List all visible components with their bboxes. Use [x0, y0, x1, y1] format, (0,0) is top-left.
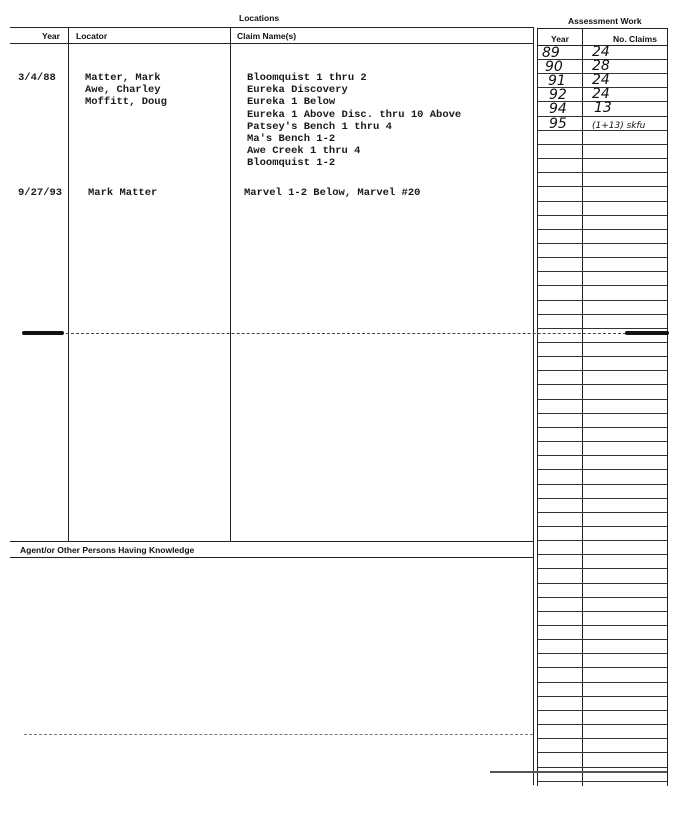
column-header-locator: Locator: [76, 31, 108, 41]
assessment-rule-line: [537, 540, 667, 541]
assessment-rule-line: [537, 639, 667, 640]
locator-name: Moffitt, Doug: [85, 96, 167, 109]
assessment-rule-line: [537, 583, 667, 584]
assessment-year: 90: [545, 59, 563, 75]
locator-name: Awe, Charley: [85, 84, 161, 97]
assessment-rule-line: [537, 568, 667, 569]
assessment-year: 92: [549, 87, 567, 103]
assessment-rule-line: [537, 653, 667, 654]
assessment-claims: 28: [592, 58, 610, 74]
record-claims: [247, 72, 461, 170]
record-locators: [85, 72, 167, 109]
assessment-rule-line: [537, 399, 667, 400]
record-date: 3/4/88: [18, 72, 56, 84]
claim-name: Bloomquist 1-2: [247, 157, 336, 170]
assessment-rule-line: [537, 328, 667, 329]
assessment-claims: 24: [592, 72, 610, 88]
top-rule: [10, 27, 533, 28]
assessment-rule-line: [537, 370, 667, 371]
assessment-rule-line: [537, 667, 667, 668]
assessment-rule-line: [537, 611, 667, 612]
assessment-rule-line: [537, 243, 667, 244]
assessment-rule-line: [537, 201, 667, 202]
assessment-rule-line: [537, 342, 667, 343]
assessment-work-title: Assessment Work: [568, 16, 642, 26]
claim-name: Eureka 1 Above Disc. thru 10 Above: [247, 108, 462, 121]
assessment-rule-line: [537, 215, 667, 216]
agent-section-bottom-rule: [10, 557, 533, 558]
bottom-scan-line-2: [490, 771, 667, 773]
assessment-claims: 13: [594, 100, 612, 116]
claim-name: Marvel 1-2 Below, Marvel #20: [244, 187, 421, 199]
dashed-midline: [66, 333, 626, 334]
assessment-rule-line: [537, 710, 667, 711]
assessment-rule-line: [537, 314, 667, 315]
claim-name: Patsey's Bench 1 thru 4: [247, 120, 392, 133]
assessment-rule-line: [537, 427, 667, 428]
locator-column-divider: [230, 27, 231, 541]
assessment-claims: 24: [592, 44, 610, 60]
assessment-rule-line: [537, 257, 667, 258]
locations-title: Locations: [239, 13, 280, 23]
assessment-rule-line: [537, 469, 667, 470]
assessment-rule-line: [537, 696, 667, 697]
assessment-rule-line: [537, 455, 667, 456]
assessment-rule-line: [537, 356, 667, 357]
assessment-rule-line: [537, 526, 667, 527]
claim-name: Eureka 1 Below: [247, 96, 336, 109]
assessment-rule-line: [537, 781, 667, 782]
assessment-rule-line: [537, 285, 667, 286]
column-header-claim-names: Claim Name(s): [237, 31, 297, 41]
assessment-year: 89: [542, 45, 560, 61]
assessment-rule-line: [537, 724, 667, 725]
assessment-rule-line: [537, 384, 667, 385]
header-rule: [10, 43, 533, 44]
locations-right-border: [533, 27, 534, 785]
top-rule-right: [537, 28, 667, 29]
column-header-number-of-claims: No. Claims: [613, 34, 657, 44]
assessment-claims: (1+13) skfu: [592, 121, 646, 131]
claim-name: Eureka Discovery: [247, 84, 348, 97]
assessment-rule-line: [537, 441, 667, 442]
claim-name: Awe Creek 1 thru 4: [247, 145, 361, 158]
assessment-rule-line: [537, 738, 667, 739]
assessment-rule-line: [537, 186, 667, 187]
claim-name: Bloomquist 1 thru 2: [247, 72, 367, 84]
assessment-rule-line: [537, 498, 667, 499]
assessment-rule-line: [537, 144, 667, 145]
assessment-rule-line: [537, 752, 667, 753]
assessment-rule-line: [537, 484, 667, 485]
marker-stroke-right: [625, 331, 669, 335]
agent-section-top-rule: [10, 541, 533, 542]
claim-name: Ma's Bench 1-2: [247, 133, 336, 146]
assessment-left-border: [537, 28, 538, 786]
assessment-year: 95: [549, 116, 567, 132]
column-header-year: Year: [42, 31, 60, 41]
record-date: 9/27/93: [18, 187, 63, 199]
assessment-rule-line: [537, 554, 667, 555]
locator-name: Matter, Mark: [85, 72, 161, 84]
assessment-right-border: [667, 28, 668, 786]
assessment-rule-line: [537, 413, 667, 414]
marker-stroke-left: [22, 331, 64, 335]
assessment-rule-line: [537, 767, 667, 768]
assessment-rule-line: [537, 229, 667, 230]
assessment-rule-line: [537, 158, 667, 159]
year-column-divider: [68, 27, 69, 541]
assessment-rule-line: [537, 271, 667, 272]
assessment-rule-line: [537, 625, 667, 626]
assessment-rule-line: [537, 172, 667, 173]
assessment-year: 94: [549, 101, 567, 117]
assessment-rule-line: [537, 512, 667, 513]
locator-name: Mark Matter: [88, 187, 158, 199]
assessment-column-divider: [582, 28, 583, 786]
column-header-assessment-year: Year: [551, 34, 569, 44]
assessment-rule-line: [537, 682, 667, 683]
agent-label: Agent/or Other Persons Having Knowledge: [20, 545, 195, 555]
assessment-year: 91: [548, 73, 566, 89]
assessment-rule-line: [537, 597, 667, 598]
bottom-scan-line: [24, 734, 533, 735]
assessment-rule-line: [537, 300, 667, 301]
assessment-claims: 24: [592, 86, 610, 102]
